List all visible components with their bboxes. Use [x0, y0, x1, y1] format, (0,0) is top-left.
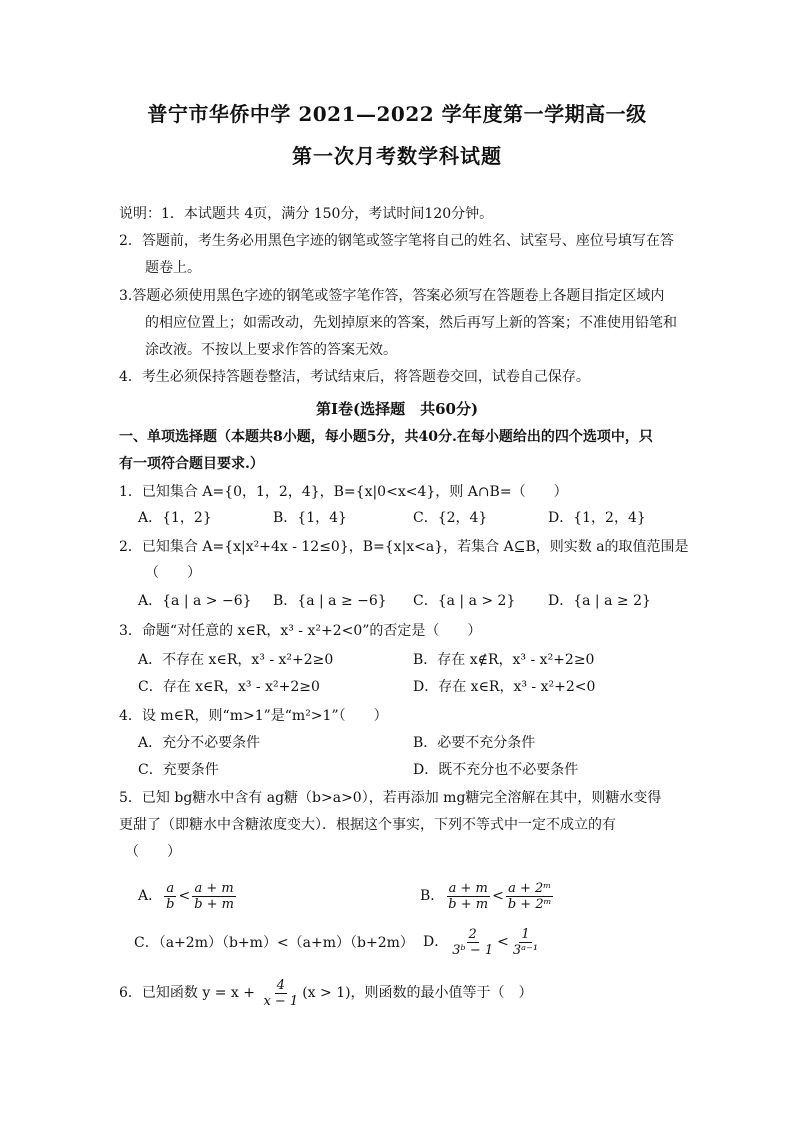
q5-b-num-left: a + m: [448, 880, 488, 896]
q6-frac: [261, 978, 300, 1009]
q2-stem: 2．已知集合 A={x|x²+4x - 12≤0}，B={x|x<a}，若集合 A⊆B，则实数 a的取值范围是: [119, 539, 689, 555]
q5-stem-3: （ ）: [125, 844, 181, 860]
q5-stem-2: 更甜了（即糖水中含糖浓度变大）．根据这个事实，下列不等式中一定不成立的有: [119, 817, 616, 833]
instruction-3-cont2: 涂改液。不按以上要求作答的答案无效。: [145, 342, 397, 358]
q5-d-den-right: 3ᵃ⁻¹: [512, 942, 539, 958]
q5-a-num-left: a: [166, 880, 175, 896]
q6-stem: [119, 975, 533, 1011]
q4-option-a: A．充分不必要条件: [138, 735, 261, 751]
q1-option-d: D．{1，2，4}: [548, 510, 646, 526]
q5-a-den-left: b: [166, 896, 175, 912]
instruction-4: 4．考生必须保持答题卷整洁，考试结束后，将答题卷交回，试卷自己保存。: [119, 369, 590, 385]
q6-stem-post: (x > 1)，则函数的最小值等于（ ）: [302, 985, 533, 1001]
q6-frac-den: x − 1: [263, 993, 299, 1009]
q2-option-d: D．{a | a ≥ 2}: [548, 593, 651, 609]
section-title: 第Ⅰ卷(选择题 共60分): [315, 400, 479, 418]
q5-a-frac-right: [192, 881, 236, 912]
instruction-3-cont1: 的相应位置上；如需改动，先划掉原来的答案，然后再写上新的答案；不准使用铅笔和: [145, 315, 677, 331]
q5-d-frac-right: [511, 927, 540, 958]
q5-b-den-left: b + m: [448, 896, 489, 912]
q3-option-b: B．存在 x∉R，x³ - x²+2≥0: [413, 652, 595, 668]
exam-title-line1: 普宁市华侨中学 2021—2022 学年度第一学期高一级: [147, 102, 647, 126]
q5-b-frac-right: [506, 881, 554, 912]
q6-stem-pre: 6．已知函数 y = x +: [119, 985, 260, 1001]
q5-option-c: C．（a+2m）（b+m）<（a+m）（b+2m）: [134, 935, 414, 951]
q1-option-a: A．{1，2}: [138, 510, 212, 526]
q5-d-frac-left: [450, 927, 495, 958]
q5-d-operator: <: [497, 934, 509, 950]
q5-option-d-label: D．: [423, 934, 449, 950]
q3-option-d: D．存在 x∈R，x³ - x²+2<0: [413, 679, 596, 695]
q5-a-operator: <: [178, 888, 191, 904]
q3-stem: 3．命题“对任意的 x∈R，x³ - x²+2<0”的否定是（ ）: [119, 623, 482, 639]
q5-a-den-right: b + m: [194, 896, 234, 912]
q5-b-frac-left: [446, 881, 490, 912]
q5-b-den-right: b + 2ᵐ: [507, 896, 552, 912]
q5-d-num-left: 2: [468, 926, 477, 942]
q2-stem-cont: （ ）: [145, 565, 201, 581]
q3-option-a: A．不存在 x∈R，x³ - x²+2≥0: [138, 652, 334, 668]
q1-option-b: B．{1，4}: [273, 510, 347, 526]
q5-option-a-label: A．: [138, 888, 163, 904]
instruction-3: 3.答题必须使用黑色字迹的钢笔或签字笔作答，答案必须写在答题卷上各题目指定区域内: [119, 288, 665, 304]
q5-a-num-right: a + m: [194, 880, 234, 896]
q5-option-b-label: B．: [420, 888, 445, 904]
q1-option-c: C．{2，4}: [413, 510, 488, 526]
q2-option-a: A．{a | a > −6}: [138, 593, 252, 609]
q4-stem: 4．设 m∈R，则“m>1”是“m²>1”（ ）: [119, 708, 388, 724]
q2-option-b: B．{a | a ≥ −6}: [273, 593, 387, 609]
q5-b-num-right: a + 2ᵐ: [508, 880, 552, 896]
q5-d-num-right: 1: [521, 926, 530, 942]
q4-option-b: B．必要不充分条件: [413, 735, 536, 751]
q4-option-c: C．充要条件: [138, 762, 219, 778]
part1-heading-2: 有一项符合题目要求.）: [119, 456, 264, 472]
instruction-2: 2．答题前，考生务必用黑色字迹的钢笔或签字笔将自己的姓名、试室号、座位号填写在答: [119, 233, 674, 249]
exam-title-line2: 第一次月考数学科试题: [292, 144, 502, 168]
q5-a-frac-left: [164, 881, 176, 912]
part1-heading-1: 一、单项选择题（本题共8小题，每小题5分，共40分.在每小题给出的四个选项中，只: [119, 429, 653, 445]
q3-option-c: C．存在 x∈R，x³ - x²+2≥0: [138, 679, 320, 695]
q5-d-den-left: 3ᵇ − 1: [452, 942, 494, 958]
q5-b-operator: <: [492, 888, 504, 904]
q5-stem-1: 5．已知 bg糖水中含有 ag糖（b>a>0），若再添加 mg糖完全溶解在其中，则糖水变得: [119, 790, 662, 806]
q2-option-c: C．{a | a > 2}: [413, 593, 516, 609]
q4-option-d: D．既不充分也不必要条件: [413, 762, 579, 778]
q5-option-d: [423, 924, 542, 960]
q5-option-a: [138, 878, 238, 914]
q5-option-b: [420, 878, 556, 914]
q6-frac-num: 4: [276, 977, 285, 993]
q1-stem: 1．已知集合 A={0，1，2，4}，B={x|0<x<4}，则 A∩B=（ ）: [119, 484, 568, 500]
instruction-2-cont: 题卷上。: [145, 260, 201, 276]
instruction-1: 说明：1．本试题共 4页，满分 150分，考试时间120分钟。: [119, 206, 494, 222]
